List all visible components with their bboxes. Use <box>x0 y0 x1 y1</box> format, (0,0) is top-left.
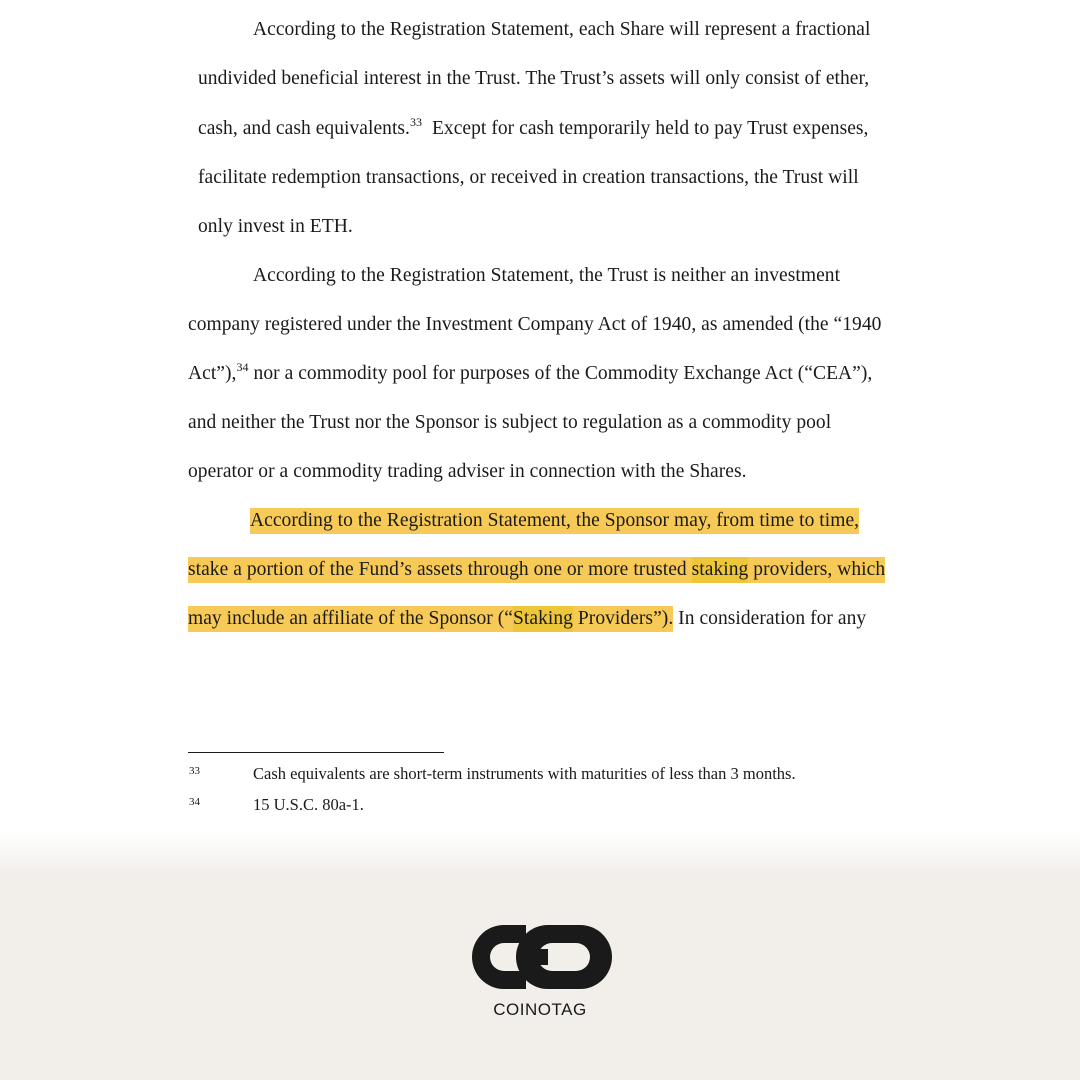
highlighted-text: According to the Registration Statement, the Sponsor may, from time to time, <box>250 508 859 534</box>
footnote-text: 15 U.S.C. 80a-1. <box>253 795 364 814</box>
paragraph-1-line-4: facilitate redemption transactions, or received in creation transactions, the Trust will <box>198 167 859 188</box>
paragraph-1-line-5: only invest in ETH. <box>198 216 353 237</box>
footnote-number: 33 <box>189 765 200 777</box>
paragraph-1-line-2: undivided beneficial interest in the Trust. The Trust’s assets will only consist of ether, <box>198 68 870 89</box>
paragraph-3-line-2 <box>188 556 885 584</box>
coinotag-logo-icon <box>468 925 612 989</box>
highlighted-keyword: staking <box>692 557 749 583</box>
paragraph-2-text: nor a commodity pool for purposes of the Commodity Exchange Act (“CEA”), <box>253 363 873 384</box>
paragraph-2-line-2: company registered under the Investment Company Act of 1940, as amended (the “1940 <box>188 314 882 335</box>
paragraph-2-line-3 <box>188 360 872 388</box>
paragraph-3-line-1 <box>250 507 859 535</box>
paragraph-2-text: Act”), <box>188 363 237 384</box>
highlighted-text: Providers”). <box>573 606 673 632</box>
footnote-number: 34 <box>189 796 200 808</box>
footnote-ref-33: 33 <box>409 115 423 129</box>
paragraph-2-line-1: According to the Registration Statement, the Trust is neither an investment <box>253 265 841 286</box>
paragraph-1-line-1: According to the Registration Statement, each Share will represent a fractional <box>253 19 871 40</box>
paragraph-3-text: In consideration for any <box>673 608 867 629</box>
footnote-divider <box>188 752 444 753</box>
paragraph-1-text: cash, and cash equivalents. <box>198 118 410 139</box>
footnote-ref-34: 34 <box>236 360 249 374</box>
paragraph-1-text: Except for cash temporarily held to pay Trust expenses, <box>431 118 869 139</box>
highlighted-keyword: Staking <box>513 606 573 632</box>
paragraph-2-line-5: operator or a commodity trading adviser in connection with the Shares. <box>188 461 747 482</box>
paragraph-2-line-4: and neither the Trust nor the Sponsor is subject to regulation as a commodity pool <box>188 412 832 433</box>
brand-name: COINOTAG <box>493 1000 587 1019</box>
footer-fade <box>0 830 1080 875</box>
highlighted-text: may include an affiliate of the Sponsor (“ <box>188 606 513 632</box>
paragraph-3-line-3 <box>188 605 866 633</box>
highlighted-text: stake a portion of the Fund’s assets through one or more trusted <box>188 557 692 583</box>
paragraph-1-line-3 <box>198 115 868 143</box>
highlighted-text: providers, which <box>748 557 885 583</box>
footnote-text: Cash equivalents are short-term instruments with maturities of less than 3 months. <box>253 764 796 783</box>
